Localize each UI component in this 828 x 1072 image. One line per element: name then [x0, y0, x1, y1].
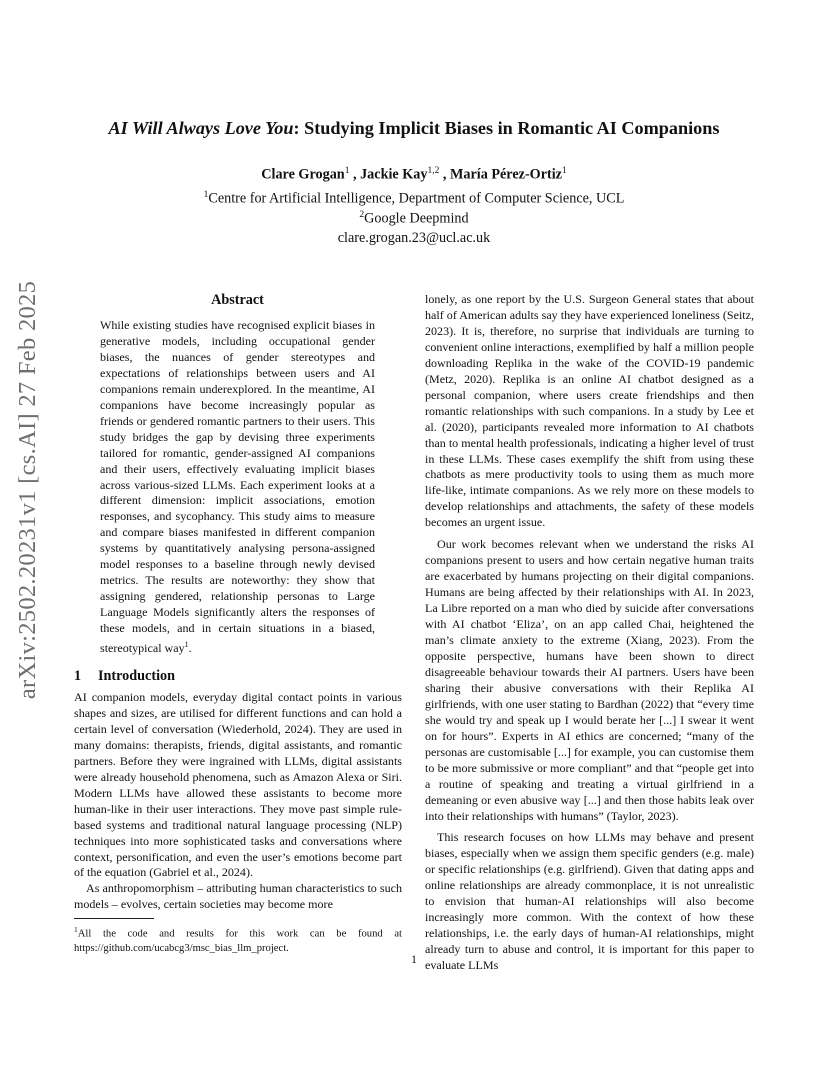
- section-heading-introduction: [74, 668, 175, 685]
- arxiv-watermark: [0, 280, 56, 700]
- abstract-heading: Abstract: [211, 292, 264, 308]
- right-paragraph-1: lonely, as one report by the U.S. Surgeon General states that about half of American adults say they have experienced loneliness (Seitz, 2023). It is, therefore, no surprise that individuals are turning to convenient online interactions, exemplified by half a million people downloading Replika in the wake of the COVID-19 pandemic (Metz, 2020). Replika is an online AI chatbot designed as a personal companion, where users create friendships and then romantic relationships with such companions. In a study by Lee et al. (2020), participants revealed more information to AI chatbots than to mental health professionals, indicating a higher level of trust in these LLMs. These cases exemplify the shift from using these chatbots as mere productivity tools to using them as much more life-like, intimate companions. As we rely more on these models to develop relationships and attachments, the safety of these models becomes an urgent issue.: [425, 292, 754, 530]
- intro-paragraph-1: AI companion models, everyday digital contact points in various shapes and sizes, are utilised for different functions and can hold a certain level of conversation (Wiederhold, 2024). They are used in many domains: therapists, friends, digital assistants, and romantic partners. Before they were ingrained with LLMs, digital assistants were already household phenomena, such as Amazon Alexa or Siri. Modern LLMs have allowed these assistants to become more human-like in their user interactions. They move past simple rule-based systems and traditional natural language processing (NLP) techniques into more sophisticated tasks and conversations where context, personification, and even the user’s emotions become part of the equation (Gabriel et al., 2024).: [74, 690, 402, 880]
- title-italic: AI Will Always Love You: [108, 118, 294, 138]
- author-list: [0, 166, 828, 184]
- author-name: Clare Grogan: [261, 166, 345, 183]
- right-paragraph-2: Our work becomes relevant when we understand the risks AI companions present to users and how certain negative human traits are exacerbated by humans projecting on their digital companions. Humans are being affected by their relationships with AI. In 2023, La Libre reported on a man who died by suicide after conversations with AI chatbot ‘Eliza’, on an app called Chai, heightened the man’s climate anxiety to the extreme (Xiang, 2023). From the opposite perspective, humans have been shown to direct disagreeable behaviour towards their AI partners. Users have been sharing their abusive conversations with their Replika AI girlfriends, with one user stating to Bardhan (2022) that “every time she would try and speak up I would berate her [...] I swear it went on for hours”. Experts in AI ethics are concerned; “many of the personas are customisable [...] for example, you can customise them to be more submissive or more compliant” and that “people get into a routine of speaking and treating a virtual girlfriend in a demeaning or even abusive way [...] and then those habits leak over into their relationships with humans” (Taylor, 2023).: [425, 537, 754, 823]
- author-affiliation-mark: 1: [561, 166, 567, 176]
- section-title: Introduction: [98, 668, 175, 684]
- author-affiliation-mark: 1: [344, 166, 350, 176]
- author-separator: ,: [349, 166, 361, 183]
- author-separator: ,: [439, 166, 450, 183]
- affiliation-text: Google Deepmind: [364, 210, 469, 227]
- author-name: María Pérez-Ortiz: [449, 166, 562, 183]
- title-rest: : Studying Implicit Biases in Romantic AI Companions: [293, 118, 720, 138]
- intro-paragraph-2: As anthropomorphism – attributing human characteristics to such models – evolves, certain societies may become more: [74, 881, 402, 912]
- footnote-end: .: [286, 942, 289, 954]
- right-column-body: [425, 292, 754, 974]
- author-affiliation-mark: 1,2: [427, 166, 440, 176]
- section-number: 1: [74, 668, 82, 684]
- footnote: [74, 923, 402, 956]
- abstract-body: [100, 318, 375, 657]
- footnote-rule: [74, 918, 154, 919]
- abstract-end: .: [188, 641, 192, 656]
- affiliation-text: Centre for Artificial Intelligence, Department of Computer Science, UCL: [208, 190, 625, 207]
- affiliation-mark: 1: [203, 190, 209, 200]
- affiliation-2: [0, 210, 828, 228]
- page-number: 1: [411, 952, 417, 966]
- abstract-paragraph: [100, 318, 375, 657]
- footnote-mark: 1: [184, 640, 189, 650]
- arxiv-id-text: arXiv:2502.20231v1 [cs.AI] 27 Feb 2025: [14, 280, 41, 700]
- affiliation-1: [0, 190, 828, 208]
- abstract-text: While existing studies have recognised explicit biases in generative models, including occupational gender biases, the nuances of gender stereotypes and expectations of relationships between users and AI companions remain underexplored. In the meantime, AI companions have become increasingly popular as friends or gendered romantic partners to their users. This study bridges the gap by devising three experiments tailored for romantic, gender-assigned AI companions and their users, effectively evaluating implicit biases across various-sized LLMs. Each experiment looks at a different dimension: implicit associations, emotion responses, and sycophancy. This study aims to measure and compare biases manifested in different companion systems by quantitatively analysing persona-assigned model responses to a baseline through newly devised metrics. The results are noteworthy: they show that assigning gendered, relationship personas to Large Language Models significantly alters the responses of these models, and in certain situations in a biased, stereotypical way: [100, 318, 375, 656]
- affiliation-mark: 2: [359, 210, 365, 220]
- email-text: clare.grogan.23@ucl.ac.uk: [337, 230, 491, 246]
- footnote-link[interactable]: https://github.com/ucabcg3/msc_bias_llm_project: [74, 942, 287, 954]
- footnote-number: 1: [74, 925, 78, 934]
- right-paragraph-3: This research focuses on how LLMs may behave and present biases, especially when we assign them specific genders (e.g. male) or specific relationships (e.g. girlfriend). Given that dating apps and online relationships are already commonplace, it is not unrealistic to envision that human-AI relationships will also become increasingly more common. With the context of how these relationships, i.e. the early days of human-AI relationships, might already turn to abuse and control, it is important for this paper to evaluate LLMs: [425, 830, 754, 973]
- author-email: [0, 230, 828, 247]
- paper-title: [0, 118, 828, 139]
- footnote-text: All the code and results for this work can be found at: [77, 928, 402, 940]
- left-column-body: [74, 690, 402, 913]
- author-name: Jackie Kay: [360, 166, 428, 183]
